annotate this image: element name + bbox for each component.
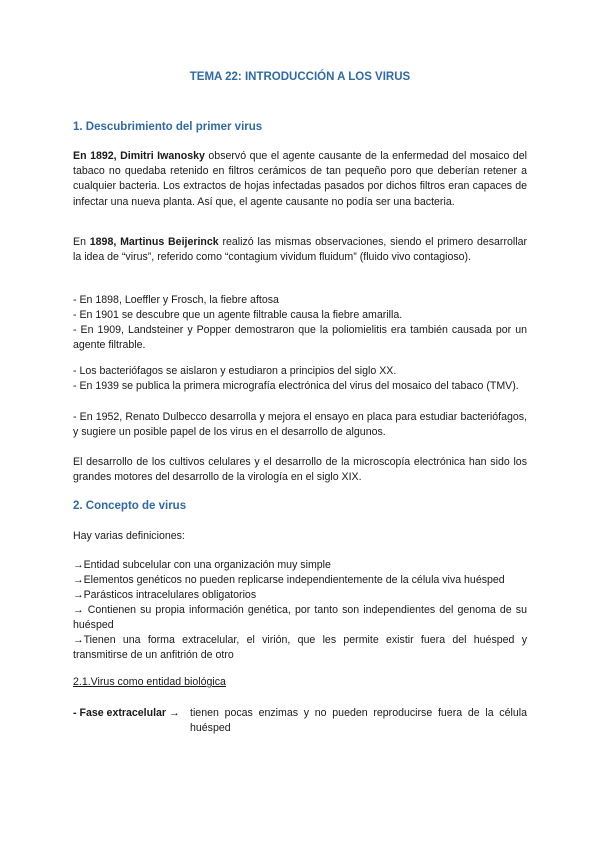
section-2-heading: 2. Concepto de virus (73, 500, 187, 512)
section-1-heading: 1. Descubrimiento del primer virus (73, 121, 263, 133)
paragraph-beijerinck-lead: En (73, 236, 90, 248)
list-item: - En 1901 se descubre que un agente filtrable causa la fiebre amarilla. (73, 309, 403, 321)
definition-item: → Contienen su propia información genética, por tanto son independientes del genoma de su huésped (73, 604, 527, 632)
subsection-2-1-heading: 2.1.Virus como entidad biológica (73, 676, 226, 688)
paragraph-cultivos: El desarrollo de los cultivos celulares y el desarrollo de la microscopía electrónica han sido los grandes motores del desarrollo de la virología en el siglo XIX. (73, 456, 527, 484)
paragraph-beijerinck-bold: 1898, Martinus Beijerinck (89, 236, 219, 248)
fase-extracelular-item (73, 706, 527, 735)
paragraph-beijerinck-text: realizó las mismas observaciones, siendo el primero desarrollar la idea de “virus”, referido como “contagium vividum fluidum” (fluido vivo contagioso). (73, 236, 527, 264)
paragraph-iwanosky (73, 149, 527, 210)
fase-extracelular-label: - Fase extracelular → (73, 707, 180, 719)
page-title: TEMA 22: INTRODUCCIÓN A LOS VIRUS (189, 71, 411, 83)
list-item: - En 1898, Loeffler y Frosch, la fiebre aftosa (73, 294, 279, 306)
definitions-intro: Hay varias definiciones: (73, 530, 185, 542)
definition-item: →Tienen una forma extracelular, el virión, que les permite existir fuera del huésped y transmitirse de un anfitrión de otro (73, 634, 527, 662)
fase-extracelular-text: tienen pocas enzimas y no pueden reproducirse fuera de la célula huésped (190, 707, 527, 735)
definition-item: →Elementos genéticos no pueden replicarse independientemente de la célula viva huésped (73, 574, 505, 586)
paragraph-iwanosky-text: observó que el agente causante de la enfermedad del mosaico del tabaco no quedaba retenido en filtros cerámicos de tan pequeño poro que deberían retener a cualquier bacteria. Los extractos de hojas infectadas pasados por dichos filtros eran capaces de infectar una nueva planta. Así que, el agente causante no podía ser una bacteria. (73, 150, 528, 208)
list-item: - Los bacteriófagos se aislaron y estudiaron a principios del siglo XX. (73, 365, 397, 377)
list-item: - En 1939 se publica la primera micrografía electrónica del virus del mosaico del tabaco (TMV). (73, 380, 519, 392)
list-item: - En 1909, Landsteiner y Popper demostraron que la poliomielitis era también causada por un agente filtrable. (73, 324, 527, 352)
definition-item: →Entidad subcelular con una organización muy simple (73, 559, 331, 571)
definition-item: →Parásticos intracelulares obligatorios (73, 589, 257, 601)
paragraph-iwanosky-bold: En 1892, Dimitri Iwanosky (73, 150, 205, 162)
paragraph-beijerinck (73, 235, 527, 265)
list-item: - En 1952, Renato Dulbecco desarrolla y mejora el ensayo en placa para estudiar bacteriófagos, y sugiere un posible papel de los virus en el desarrollo de algunos. (73, 411, 527, 439)
